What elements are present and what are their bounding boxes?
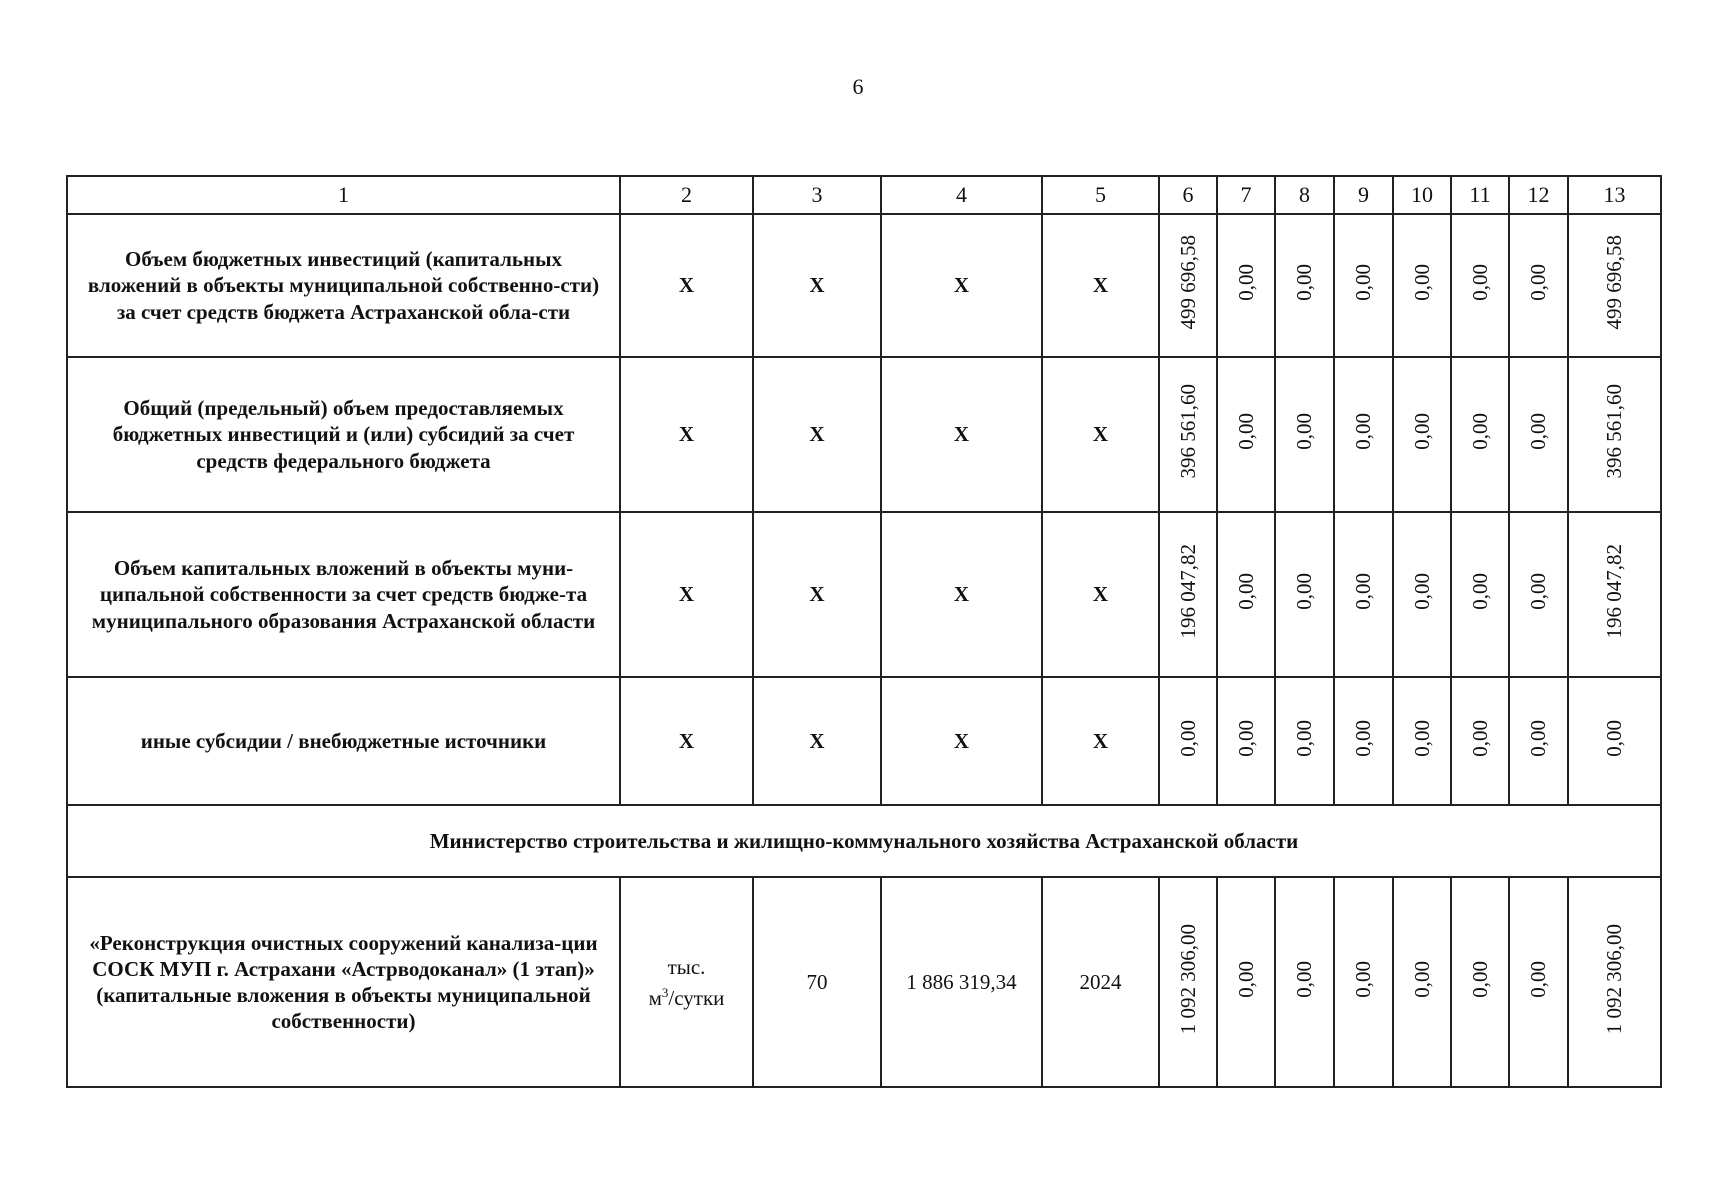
value-text: 0,00 xyxy=(1526,719,1551,757)
value-cell xyxy=(1275,877,1334,1087)
value-cell xyxy=(1334,877,1393,1087)
table-row xyxy=(67,512,1661,677)
value-text: 499 696,58 xyxy=(1602,235,1627,330)
value-text: 0,00 xyxy=(1233,413,1258,450)
value-cell xyxy=(1568,512,1661,677)
x-mark: X xyxy=(753,677,881,805)
value-cell xyxy=(1275,677,1334,805)
table-row xyxy=(67,214,1661,357)
value-text: 396 561,60 xyxy=(1602,384,1627,479)
value-text: 0,00 xyxy=(1292,960,1317,998)
x-mark: X xyxy=(753,357,881,512)
column-number: 10 xyxy=(1393,176,1451,214)
value-text: 0,00 xyxy=(1409,719,1434,757)
x-mark: X xyxy=(753,214,881,357)
x-mark: X xyxy=(620,214,753,357)
unit-rest: /сутки xyxy=(668,985,725,1010)
value-text: 0,00 xyxy=(1526,264,1551,301)
value-text: 0,00 xyxy=(1351,573,1376,610)
x-mark: X xyxy=(881,677,1042,805)
column-number: 4 xyxy=(881,176,1042,214)
value-cell xyxy=(1159,214,1217,357)
value-cell xyxy=(1217,677,1275,805)
value-cell xyxy=(1275,214,1334,357)
value-text: 0,00 xyxy=(1292,573,1317,610)
x-mark: X xyxy=(753,512,881,677)
x-mark: X xyxy=(620,677,753,805)
value-cell xyxy=(1568,877,1661,1087)
value-cell xyxy=(1217,357,1275,512)
value-cell xyxy=(1217,877,1275,1087)
value-text: 1 092 306,00 xyxy=(1175,923,1200,1034)
value-text: 0,00 xyxy=(1526,573,1551,610)
year-cell: 2024 xyxy=(1042,877,1159,1087)
value-text: 0,00 xyxy=(1175,719,1200,757)
value-text: 196 047,82 xyxy=(1602,544,1627,639)
value-text: 0,00 xyxy=(1467,573,1492,610)
project-name: «Реконструкция очистных сооружений канализа-ции СОСК МУП г. Астрахани «Астрводоканал» (1 этап)» (капитальные вложения в объекты муниципальной собственности) xyxy=(67,877,620,1087)
row-name: Объем бюджетных инвестиций (капитальных вложений в объекты муниципальной собственно-сти) за счет средств бюджета Астраханской обла-сти xyxy=(67,214,620,357)
column-number: 13 xyxy=(1568,176,1661,214)
budget-table xyxy=(66,175,1662,1088)
value-text: 0,00 xyxy=(1351,960,1376,998)
cost-cell: 1 886 319,34 xyxy=(881,877,1042,1087)
page-number: 6 xyxy=(852,74,864,99)
x-mark: X xyxy=(620,357,753,512)
value-text: 0,00 xyxy=(1409,573,1434,610)
table-row xyxy=(67,357,1661,512)
column-number: 9 xyxy=(1334,176,1393,214)
row-name: Общий (предельный) объем предоставляемых бюджетных инвестиций и (или) субсидий за счет средств федерального бюджета xyxy=(67,357,620,512)
value-cell xyxy=(1568,214,1661,357)
value-cell xyxy=(1393,877,1451,1087)
unit-superscript: 3 xyxy=(661,984,669,1000)
value-cell xyxy=(1451,512,1509,677)
column-number: 5 xyxy=(1042,176,1159,214)
value-cell xyxy=(1393,677,1451,805)
x-mark: X xyxy=(1042,214,1159,357)
value-cell xyxy=(1159,677,1217,805)
value-text: 0,00 xyxy=(1467,413,1492,450)
value-cell xyxy=(1334,357,1393,512)
column-number-row xyxy=(67,176,1661,214)
value-text: 0,00 xyxy=(1526,413,1551,450)
column-number: 8 xyxy=(1275,176,1334,214)
value-cell xyxy=(1393,214,1451,357)
value-text: 0,00 xyxy=(1409,960,1434,998)
value-text: 0,00 xyxy=(1526,960,1551,998)
column-number: 7 xyxy=(1217,176,1275,214)
value-cell xyxy=(1509,214,1568,357)
value-cell xyxy=(1159,877,1217,1087)
value-cell xyxy=(1159,512,1217,677)
value-text: 0,00 xyxy=(1292,413,1317,450)
x-mark: X xyxy=(881,357,1042,512)
section-row xyxy=(67,805,1661,877)
value-cell xyxy=(1217,512,1275,677)
value-cell xyxy=(1275,512,1334,677)
project-row xyxy=(67,877,1661,1087)
section-title: Министерство строительства и жилищно-коммунального хозяйства Астраханской области xyxy=(67,805,1661,877)
table-row xyxy=(67,677,1661,805)
value-cell xyxy=(1334,214,1393,357)
value-cell xyxy=(1451,877,1509,1087)
column-number: 12 xyxy=(1509,176,1568,214)
capacity-cell: 70 xyxy=(753,877,881,1087)
column-number: 1 xyxy=(67,176,620,214)
unit-cell xyxy=(620,877,753,1087)
value-text: 0,00 xyxy=(1233,960,1258,998)
value-cell xyxy=(1159,357,1217,512)
value-cell xyxy=(1451,677,1509,805)
value-text: 396 561,60 xyxy=(1175,384,1200,479)
value-cell xyxy=(1451,357,1509,512)
x-mark: X xyxy=(881,214,1042,357)
value-cell xyxy=(1217,214,1275,357)
value-text: 196 047,82 xyxy=(1175,544,1200,639)
value-text: 0,00 xyxy=(1409,264,1434,301)
column-number: 2 xyxy=(620,176,753,214)
value-cell xyxy=(1334,512,1393,677)
value-cell xyxy=(1393,512,1451,677)
unit-m: м xyxy=(648,985,662,1010)
value-text: 0,00 xyxy=(1467,960,1492,998)
value-cell xyxy=(1275,357,1334,512)
value-text: 0,00 xyxy=(1351,264,1376,301)
value-text: 0,00 xyxy=(1602,719,1627,757)
value-text: 0,00 xyxy=(1292,719,1317,757)
column-number: 11 xyxy=(1451,176,1509,214)
value-text: 1 092 306,00 xyxy=(1602,923,1627,1034)
value-cell xyxy=(1509,877,1568,1087)
value-cell xyxy=(1509,357,1568,512)
unit-line2 xyxy=(621,980,752,1011)
value-text: 0,00 xyxy=(1351,719,1376,757)
row-name: иные субсидии / внебюджетные источники xyxy=(67,677,620,805)
value-text: 0,00 xyxy=(1351,413,1376,450)
x-mark: X xyxy=(881,512,1042,677)
value-cell xyxy=(1334,677,1393,805)
x-mark: X xyxy=(1042,677,1159,805)
value-cell xyxy=(1509,677,1568,805)
value-cell xyxy=(1451,214,1509,357)
value-text: 499 696,58 xyxy=(1175,235,1200,330)
x-mark: X xyxy=(1042,512,1159,677)
value-cell xyxy=(1568,677,1661,805)
column-number: 3 xyxy=(753,176,881,214)
value-text: 0,00 xyxy=(1409,413,1434,450)
value-text: 0,00 xyxy=(1467,719,1492,757)
x-mark: X xyxy=(1042,357,1159,512)
value-cell xyxy=(1393,357,1451,512)
value-text: 0,00 xyxy=(1233,719,1258,757)
value-cell xyxy=(1568,357,1661,512)
value-text: 0,00 xyxy=(1292,264,1317,301)
row-name: Объем капитальных вложений в объекты муни-ципальной собственности за счет средств бюдже-та муниципального образования Астраханской области xyxy=(67,512,620,677)
unit-line1: тыс. xyxy=(667,954,706,979)
x-mark: X xyxy=(620,512,753,677)
value-text: 0,00 xyxy=(1233,573,1258,610)
value-cell xyxy=(1509,512,1568,677)
value-text: 0,00 xyxy=(1467,264,1492,301)
column-number: 6 xyxy=(1159,176,1217,214)
value-text: 0,00 xyxy=(1233,264,1258,301)
